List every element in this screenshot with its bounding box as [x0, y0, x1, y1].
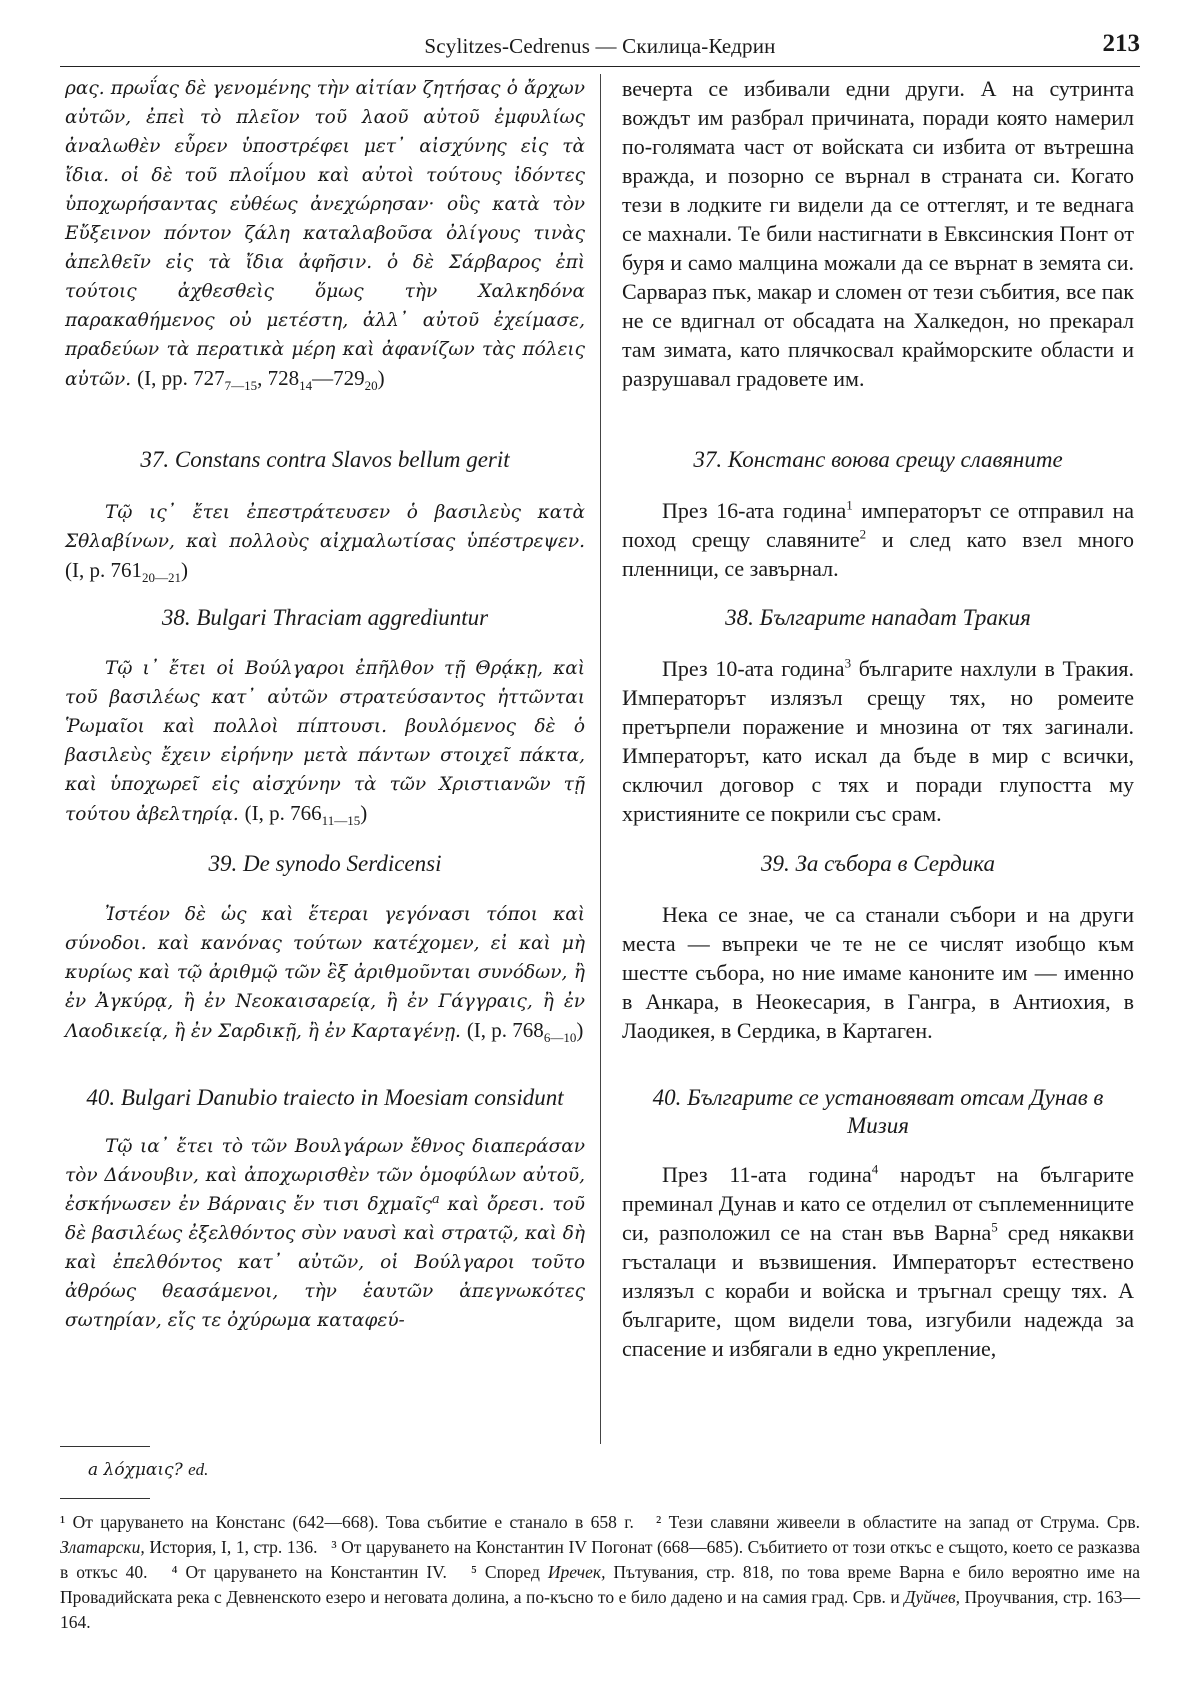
intro-greek	[65, 74, 585, 400]
section-40-bulgarian	[622, 1084, 1134, 1363]
two-column-body	[60, 74, 1140, 1494]
section-39-bulgarian	[622, 850, 1134, 1045]
intro-bulgarian-text: вечерта се избивали едни други. А на сутринта вождът им разбрал причината, поради която намерил по-голямата част от войската си избита от вътрешна вражда, и позорно се върнал в страната си. Когато тези в лодките ги видели да се оттеглят, и те веднага се махнали. Те били настигнати в Евксинския Понт от буря и само малцина можали да се върнат в земята си. Сарвараз пък, макар и сломен от тези събития, все пак не се вдигнал от обсадата на Халкедон, но прекарал там зимата, като плячкосвал крайморските области и разрушавал градовете им.	[622, 76, 1134, 391]
bulgarian-column	[622, 74, 1134, 1454]
section-text-greek: Τῷ ις᾽ ἔτει ἐπεστράτευσεν ὁ βασιλεὺς κατὰ Σθλαβίνων, καὶ πολλοὺς αἰχμαλωτίσας ὑπέστρεψεν. (I, p. $761_{20—21}$)	[65, 502, 585, 586]
footnote-4: ⁴ От царуването на Константин IV.	[171, 1562, 447, 1582]
section-40-greek	[65, 1084, 585, 1335]
page	[60, 28, 1141, 1632]
footnote-3: ³ От царуването на Константин IV Погонат (668—685). Събитието от този откъс е същото, което се разказва в откъс 40.	[60, 1537, 1141, 1582]
footnotes	[60, 1510, 1140, 1635]
section-37-bulgarian	[622, 446, 1134, 583]
footnote-1: ¹ От царуването на Констанс (642—668). Това събитие е станало в 658 г.	[60, 1512, 634, 1532]
section-heading-latin: 38. Bulgari Thraciam aggrediuntur	[161, 605, 489, 630]
section-text-greek: Τῷ ια᾽ ἔτει τὸ τῶν Βουλγάρων ἔθνος διαπεράσαν τὸν Δάνουβιν, καὶ ἀποχωρισθὲν τῶν ὁμοφύλων αὐτοῦ, ἐσκήνωσεν ἐν Βάρναις ἔν τισι δχμαῖς$^a$ καὶ ὄρεσι. τοῦ δὲ βασιλέως ἐξελθόντος σὺν ναυσὶ καὶ στρατῷ, καὶ δὴ καὶ ἐπελθόντος κατ᾽ αὐτῶν, οἱ Βούλγαροι τοῦτο ἀθρόως θεασάμενοι, τὴν ἑαυτῶν ἀπεγνωκότες σωτηρίαν, εἴς τε ὀχύρωμα καταφεύ-	[65, 1136, 586, 1331]
footnote-rule	[60, 1498, 150, 1499]
greek-column	[65, 74, 585, 1454]
footnote-2: ² Тези славяни живеели в областите на запад от Струма. Срв. Златарски, История, I, 1, стр. 136.	[60, 1512, 1140, 1557]
apparatus-rule	[60, 1446, 150, 1447]
section-text-bulgarian: Нека се знае, че са станали събори и на други места — въпреки че те не се числят изобщо към шестте събора, но ние имаме каноните им — именно в Анкара, в Неокесария, в Гангра, в Антиохия, в Лаодикея, в Сердика, в Картаген.	[622, 902, 1134, 1043]
page-number: 213	[1102, 30, 1140, 57]
section-text-greek: Ἰστέον δὲ ὡς καὶ ἕτεραι γεγόνασι τόποι καὶ σύνοδοι. καὶ κανόνας τούτων κατέχομεν, εἰ καὶ μὴ κυρίως καὶ τῷ ἀριθμῷ τῶν ἓξ ἀριθμοῦνται συνόδων, ἢ ἐν Ἀγκύρᾳ, ἢ ἐν Νεοκαισαρείᾳ, ἢ ἐν Γάγγραις, ἢ ἐν Λαοδικείᾳ, ἢ ἐν Σαρδικῇ, ἢ ἐν Καρταγένῃ. (I, p. $768_{6—10}$)	[65, 904, 585, 1046]
section-heading-latin: 37. Constans contra Slavos bellum gerit	[140, 447, 510, 472]
apparatus-mark: a	[431, 1191, 440, 1207]
intro-bulgarian	[622, 74, 1134, 393]
section-heading-bulgarian: 39. За събора в Сердика	[761, 851, 995, 876]
intro-greek-text: ρας. πρωΐας δὲ γενομένης τὴν αἰτίαν ζητήσας ὁ ἄρχων αὐτῶν, ἐπεὶ τὸ πλεῖον τοῦ λαοῦ αὐτοῦ ἐμφυλίως ἀναλωθὲν εὗρεν ὑποστρέφει μετ᾽ αἰσχύνης εἰς τὰ ἴδια. οἱ δὲ τοῦ πλοΐμου καὶ αὐτοὶ τούτους ἰδόντες ὑποχωρήσαντας εὐθέως ἀνεχώρησαν· οὓς κατὰ τὸν Εὔξεινον πόντον ζάλη καταλαβοῦσα ὀλίγους τινὰς ἀπελθεῖν εἰς τὰ ἴδια ἀφῆσιν. ὁ δὲ Σάρβαρος ἐπὶ τούτοις ἀχθεσθεὶς ὅμως τὴν Χαλκηδόνα παρακαθήμενος οὐ μετέστη, ἀλλ᾽ αὐτοῦ ἐχείμασε, πραδεύων τὰ περατικὰ μέρη καὶ ἀφανίζων τὰς πόλεις αὐτῶν.	[65, 78, 585, 390]
section-text-bulgarian: През 11-ата година$^4$ народът на българите преминал Дунав и като се отделил от съплеменниците си, разположил се на стан във Варна$^5$ сред някакви гъсталаци и възвишения. Императорът естествено излязъл с кораби и войска и тръгнал срещу тях. А българите, щом видели това, изгубили надежда за спасение и избягали в едно укрепление,	[622, 1161, 1134, 1361]
section-text-bulgarian: През 16-ата година$^1$ императорът се отправил на поход срещу славяните$^2$ и след като взел много пленници, се завърнал.	[622, 497, 1134, 581]
section-heading-bulgarian: 40. Българите се установяват отсам Дунав в Мизия	[652, 1085, 1104, 1138]
section-37-greek	[65, 446, 585, 592]
page-header	[60, 28, 1140, 67]
section-heading-bulgarian: 38. Българите нападат Тракия	[725, 605, 1031, 630]
section-heading-latin: 39. De synodo Serdicensi	[208, 851, 442, 876]
running-title: Scylitzes-Cedrenus — Скилица-Кедрин	[424, 34, 776, 58]
section-38-greek	[65, 604, 585, 835]
section-39-greek	[65, 850, 585, 1052]
section-text-greek: Τῷ ι᾽ ἔτει οἱ Βούλγαροι ἐπῆλθον τῇ Θρᾴκῃ, καὶ τοῦ βασιλέως κατ᾽ αὐτῶν στρατεύσαντος ἡττῶνται Ῥωμαῖοι καὶ πολλοὶ πίπτουσι. βουλόμενος δὲ ὁ βασιλεὺς ἔχειν εἰρήνην μετὰ πάντων στοιχεῖ πάκτα, καὶ ὑποχωρεῖ εἰς αἰσχύνην τὰ τῶν Χριστιανῶν τῇ τούτου ἀβελτηρίᾳ. (I, p. $766_{11—15}$)	[65, 658, 585, 829]
section-heading-bulgarian: 37. Констанс воюва срещу славяните	[693, 447, 1063, 472]
section-38-bulgarian	[622, 604, 1134, 828]
intro-greek-ref: (I, pp. $727_{7—15}$, $728_{14}—729_{20}$)	[137, 366, 385, 394]
apparatus-note: a λόχμαις? ed.	[88, 1460, 209, 1480]
section-text-bulgarian: През 10-ата година$^3$ българите нахлули в Тракия. Императорът излязъл срещу тях, но ромеите претърпели поражение и мнозина от тях загинали. Императорът, като искал да бъде в мир с всички, сключил договор с тях и поради глупостта му християните се покрили със срам.	[622, 655, 1134, 826]
footnote-5: ⁵ Според Иречек, Пътувания, стр. 818, по това време Варна е било вероятно име на Провадийската река с Девненското езеро и неговата долина, а по-късно то е било дадено и на самия град. Срв. и Дуйчев, Проучвания, стр. 163—164.	[60, 1562, 1141, 1632]
section-heading-latin: 40. Bulgari Danubio traiecto in Moesiam considunt	[86, 1085, 564, 1110]
